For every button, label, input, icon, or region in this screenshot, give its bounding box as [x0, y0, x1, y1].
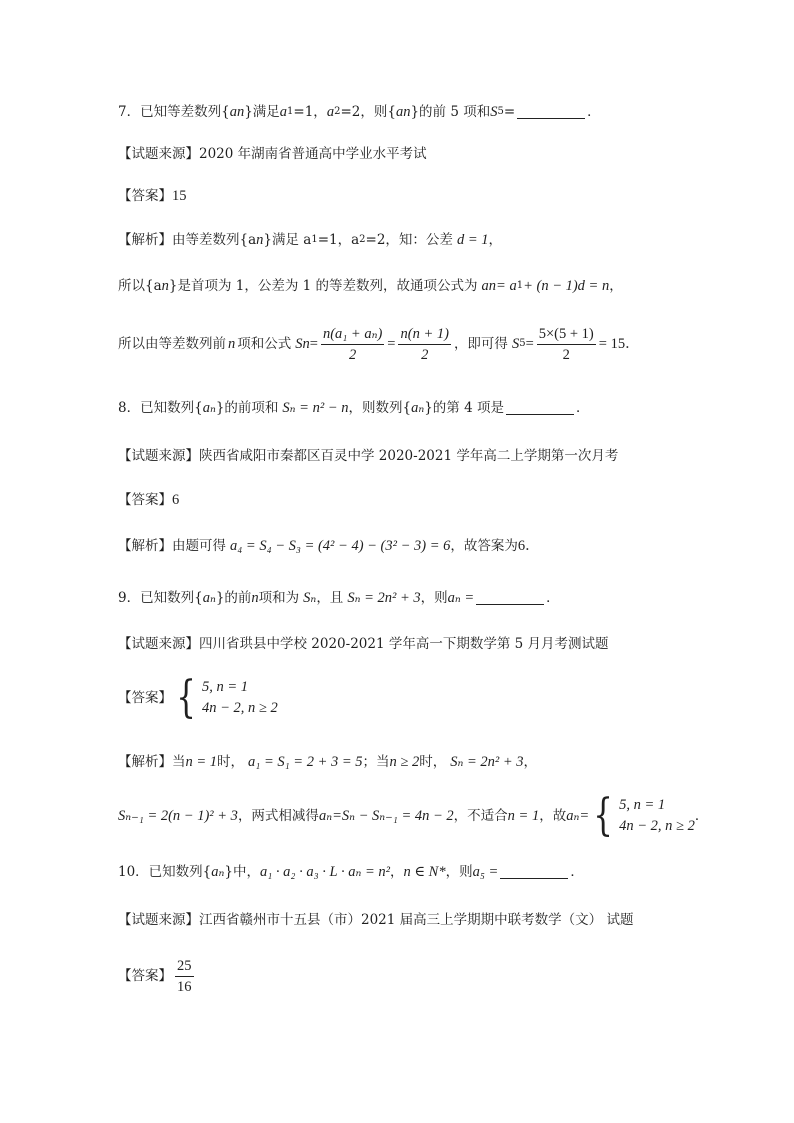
question-7-source: 【试题来源】 2020 年湖南省普通高中学业水平考试 — [118, 146, 427, 162]
question-9-stem: 9．已知数列{ aₙ }的前 n 项和为 Sₙ ，且 Sₙ = 2n² + 3 ，则 aₙ = ． — [118, 590, 560, 606]
question-7-analysis-line1: 【解析】 由等差数列{a n }满足 a 1 =1，a 2 =2，知：公差 d = 1 ， — [118, 232, 502, 248]
question-10-answer: 【答案】 $\frac{25}{16}$ — [118, 957, 192, 995]
answer-blank[interactable] — [476, 591, 544, 605]
question-7-analysis-line2: 所以{a n }是首项为 1，公差为 1 的等差数列，故通项公式为 a n = a 1 + (n − 1)d = n ， — [118, 278, 623, 294]
question-10-stem: 10．已知数列{ aₙ }中， a₁ · a₂ · a₃ · L · aₙ = n² ， n ∈ N* ，则 a₅ = ． — [118, 864, 584, 880]
answer-blank[interactable] — [506, 401, 574, 415]
question-7-analysis-line3: 所以由等差数列前 n 项和公式 S n = $\frac{\text{n(a₁ + aₙ)}}{2}$ = $\frac{n(n + 1)}{2}$ ，即可得 S 5 = $\frac{5\times(5 + 1)}{2}$ = 15． — [118, 325, 640, 363]
question-8-answer: 【答案】 6 — [118, 492, 180, 508]
left-brace-icon: { — [593, 790, 613, 841]
question-8-analysis: 【解析】 由题可得 a₄ = S₄ − S₃ = (4² − 4) − (3² − 3) = 6 ，故答案为 6． — [118, 538, 540, 554]
question-9-source: 【试题来源】 四川省珙县中学校 2020-2021 学年高一下期数学第 5 月月考测试题 — [118, 636, 609, 652]
question-7-stem: 7．已知等差数列{ a n }满足 a 1 =1， a 2 =2，则{ a n }的前 5 项和 S 5 = ． — [118, 104, 601, 120]
s5-fraction: $\frac{5\times(5 + 1)}{2}$ — [538, 325, 594, 363]
piecewise-answer: { 5, n = 1 4n − 2, n ≥ 2 — [176, 672, 278, 723]
piecewise-result: { 5, n = 1 4n − 2, n ≥ 2 — [593, 790, 695, 841]
question-9-answer: 【答案】 { 5, n = 1 4n − 2, n ≥ 2 — [118, 672, 278, 723]
question-8-stem: 8．已知数列{ aₙ }的前项和 Sₙ = n² − n ，则数列{ aₙ }的第 4 项是 ． — [118, 400, 590, 416]
question-8-source: 【试题来源】 陕西省咸阳市秦都区百灵中学 2020-2021 学年高二上学期第一次月考 — [118, 448, 619, 464]
question-10-source: 【试题来源】 江西省赣州市十五县（市）2021 届高三上学期期中联考数学（文） 试题 — [118, 912, 634, 928]
answer-fraction: $\frac{25}{16}$ — [177, 957, 192, 995]
sum-formula-fraction: $\frac{\text{n(a₁ + aₙ)}}{2}$ — [322, 325, 383, 363]
answer-blank[interactable] — [517, 105, 585, 119]
question-7-answer: 【答案】 15 — [118, 188, 187, 204]
sum-formula-fraction-2: $\frac{n(n + 1)}{2}$ — [400, 325, 449, 363]
answer-blank[interactable] — [500, 865, 568, 879]
left-brace-icon: { — [176, 672, 196, 723]
question-9-analysis-line2: Sₙ₋₁ = 2(n − 1)² + 3 ，两式相减得 aₙ=Sₙ − Sₙ₋₁ = 4n − 2 ，不适合 n = 1 ，故 aₙ= { 5, n = 1 4n − 2, n ≥ 2 ． — [118, 790, 709, 841]
question-9-analysis-line1: 【解析】 当 n = 1 时， a₁ = S₁ = 2 + 3 = 5 ；当 n ≥ 2 时， Sₙ = 2n² + 3 ， — [118, 754, 538, 770]
